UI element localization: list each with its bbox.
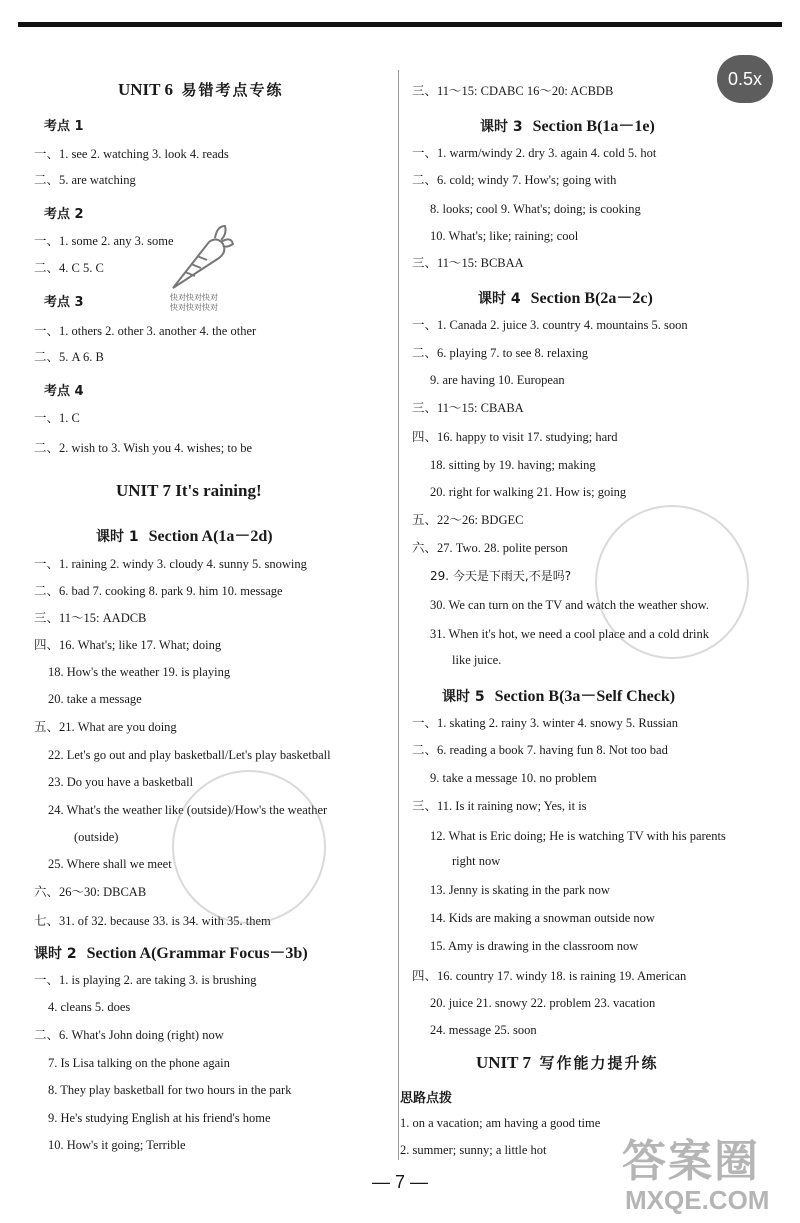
answer-line: 三、11. Is it raining now; Yes, it is	[412, 799, 587, 813]
zoom-badge[interactable]: 0.5x	[717, 55, 773, 103]
section-title: Section A(Grammar Focus－3b)	[86, 945, 308, 962]
answer-line: 14. Kids are making a snowman outside now	[430, 911, 655, 925]
answer-line: 四、16. What's; like 17. What; doing	[34, 638, 222, 652]
answer-line: 24. What's the weather like (outside)/How's the weather	[48, 803, 328, 817]
answer-line: 22. Let's go out and play basketball/Let's play basketball	[48, 748, 331, 762]
answer-line: 7. Is Lisa talking on the phone again	[48, 1056, 230, 1070]
section-heading-2	[34, 940, 308, 963]
answer-line: 六、26～30: DBCAB	[34, 885, 147, 899]
carrot-caption	[170, 293, 218, 313]
section-heading-4	[478, 285, 653, 308]
answer-line: 9. He's studying English at his friend's home	[48, 1111, 271, 1125]
section-heading-3	[480, 113, 655, 136]
answer-line: 1. on a vacation; am having a good time	[400, 1116, 601, 1130]
answer-line: 五、21. What are you doing	[34, 720, 177, 734]
answer-line: 20. take a message	[48, 692, 142, 706]
page-number: — 7 —	[371, 1172, 428, 1192]
unit6-subtitle: 易错考点专练	[181, 81, 284, 99]
unit6-label: UNIT 6	[118, 80, 173, 99]
answer-line: 一、1. raining 2. windy 3. cloudy 4. sunny 5. snowing	[34, 557, 307, 571]
writing-subtitle: 写作能力提升练	[539, 1054, 659, 1072]
corner-watermark: 答案圈	[622, 1136, 760, 1187]
answer-line: 四、16. country 17. windy 18. is raining 19. American	[412, 969, 687, 983]
answer-line: 四、16. happy to visit 17. studying; hard	[412, 430, 618, 444]
answer-line: 一、1. see 2. watching 3. look 4. reads	[34, 147, 229, 161]
answer-line: 8. looks; cool 9. What's; doing; is cooking	[430, 202, 641, 216]
answer-line: 30. We can turn on the TV and watch the weather show.	[430, 598, 710, 612]
answer-line: 二、5. are watching	[34, 173, 136, 187]
unit6-title	[118, 79, 283, 100]
answer-line: 三、11～15: CBABA	[412, 401, 524, 415]
answer-line: 9. take a message 10. no problem	[430, 771, 597, 785]
answer-line: 二、4. C 5. C	[34, 261, 104, 275]
answer-line: (outside)	[74, 830, 119, 844]
answer-line: 24. message 25. soon	[430, 1023, 537, 1037]
answer-line: 一、1. some 2. any 3. some	[34, 234, 174, 248]
section-title: Section B(2a－2c)	[530, 290, 653, 307]
answer-line: 一、1. is playing 2. are taking 3. is brushing	[34, 973, 257, 987]
answer-line: 二、6. reading a book 7. having fun 8. Not too bad	[412, 743, 668, 757]
answer-line: 12. What is Eric doing; He is watching TV with his parents	[430, 829, 726, 843]
answer-line: 10. How's it going; Terrible	[48, 1138, 186, 1152]
answer-line: 三、11～15: AADCB	[34, 611, 147, 625]
answer-line: 29. 今天是下雨天,不是吗?	[430, 569, 572, 583]
carrot-caption-line: 快对快对快对	[170, 293, 218, 302]
lesson-label: 课时 5	[442, 689, 485, 705]
answer-line: 一、1. warm/windy 2. dry 3. again 4. cold 5. hot	[412, 146, 657, 160]
corner-watermark-url: MXQE.COM	[625, 1185, 770, 1215]
lesson-label: 课时 3	[480, 119, 523, 135]
answer-line: 25. Where shall we meet	[48, 857, 172, 871]
answer-line: 31. When it's hot, we need a cool place and a cold drink	[430, 627, 710, 641]
kaodian-1: 考点 1	[44, 119, 84, 134]
answer-line: 二、6. What's John doing (right) now	[34, 1028, 224, 1042]
answer-line: 一、1. others 2. other 3. another 4. the other	[34, 324, 257, 338]
carrot-caption-line: 快对快对快对	[170, 303, 218, 312]
answer-line: 9. are having 10. European	[430, 373, 565, 387]
answer-line: 20. right for walking 21. How is; going	[430, 485, 627, 499]
answer-line: 五、22～26: BDGEC	[412, 513, 524, 527]
unit7-title: UNIT 7 It's raining!	[116, 481, 262, 500]
answer-line: 8. They play basketball for two hours in the park	[48, 1083, 292, 1097]
section-title: Section A(1a－2d)	[148, 528, 273, 545]
answer-line: 4. cleans 5. does	[48, 1000, 131, 1014]
answer-line: 三、11～15: CDABC 16～20: ACBDB	[412, 84, 614, 98]
answer-line: 三、11～15: BCBAA	[412, 256, 524, 270]
answer-line: 七、31. of 32. because 33. is 34. with 35. them	[34, 914, 271, 928]
section-heading-1	[96, 523, 273, 546]
writing-unit-label: UNIT 7	[476, 1053, 531, 1072]
section-heading-5	[442, 683, 675, 706]
stamp-watermark	[595, 505, 749, 659]
column-divider	[398, 70, 399, 1160]
writing-tips-heading: 思路点拨	[400, 1091, 453, 1106]
writing-title	[476, 1052, 658, 1073]
answer-line: 二、6. playing 7. to see 8. relaxing	[412, 346, 589, 360]
answer-line: 2. summer; sunny; a little hot	[400, 1143, 547, 1157]
kaodian-2: 考点 2	[44, 207, 84, 222]
carrot-logo-icon	[165, 222, 235, 299]
stamp-watermark	[172, 770, 326, 924]
answer-line: right now	[452, 854, 501, 868]
answer-line: like juice.	[452, 653, 502, 667]
answer-line: 13. Jenny is skating in the park now	[430, 883, 610, 897]
section-title: Section B(1a－1e)	[532, 118, 655, 135]
answer-line: 10. What's; like; raining; cool	[430, 229, 579, 243]
answer-line: 23. Do you have a basketball	[48, 775, 194, 789]
answer-line: 一、1. C	[34, 411, 80, 425]
answer-line: 15. Amy is drawing in the classroom now	[430, 939, 639, 953]
answer-line: 二、6. cold; windy 7. How's; going with	[412, 173, 617, 187]
kaodian-4: 考点 4	[44, 384, 84, 399]
top-rule	[18, 22, 782, 27]
answer-line: 一、1. Canada 2. juice 3. country 4. mountains 5. soon	[412, 318, 688, 332]
answer-line: 18. sitting by 19. having; making	[430, 458, 596, 472]
answer-line: 一、1. skating 2. rainy 3. winter 4. snowy 5. Russian	[412, 716, 678, 730]
lesson-label: 课时 1	[96, 529, 139, 545]
kaodian-3: 考点 3	[44, 295, 84, 310]
answer-line: 二、5. A 6. B	[34, 350, 104, 364]
answer-line: 二、2. wish to 3. Wish you 4. wishes; to be	[34, 441, 253, 455]
answer-line: 二、6. bad 7. cooking 8. park 9. him 10. message	[34, 584, 283, 598]
top-edge	[0, 0, 800, 28]
section-title: Section B(3a－Self Check)	[494, 688, 676, 705]
answer-line: 18. How's the weather 19. is playing	[48, 665, 231, 679]
answer-line: 20. juice 21. snowy 22. problem 23. vacation	[430, 996, 656, 1010]
lesson-label: 课时 4	[478, 291, 521, 307]
answer-line: 六、27. Two. 28. polite person	[412, 541, 568, 555]
lesson-label: 课时 2	[34, 946, 77, 962]
